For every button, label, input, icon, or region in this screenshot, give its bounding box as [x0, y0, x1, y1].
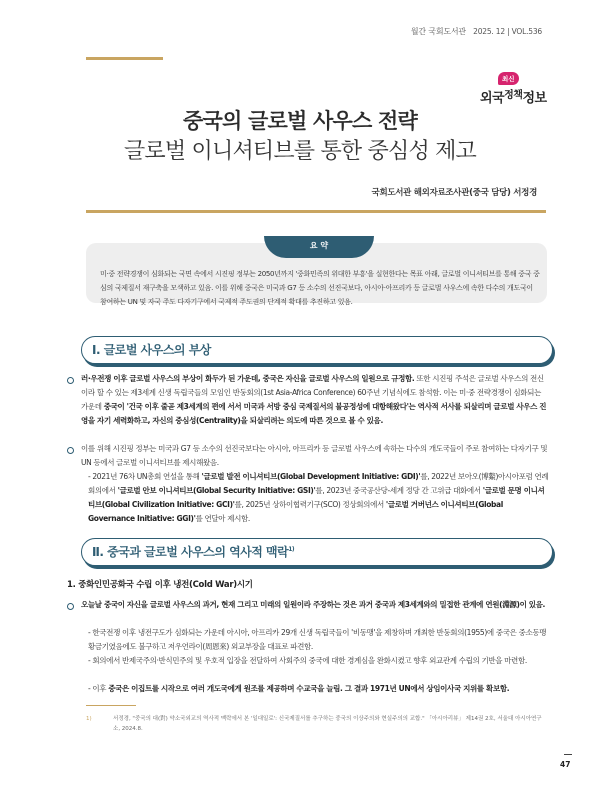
footnote-rule	[86, 705, 136, 706]
summary-text: 미·중 전략경쟁이 심화되는 국면 속에서 시진핑 정부는 2050년까지 '중화민족의 위대한 부흥'을 실현한다는 목표 아래, 글로벌 이니셔티브를 통해 중국 중심의 국제질서 재구축을 모색하고 있음. 이를 위해 중국은 미국과 G7 등 소수의 선진국보다, 아시아·아프리카 등 글로벌 사우스에 속한 다수의 개도국이 참여하는 UN 및 자국 주도 다자기구에서 국제적 주도권의 단계적 확대를 추진하고 있음.	[100, 270, 540, 306]
page-number: 47	[560, 760, 571, 769]
section-2-dash-2: - 회의에서 반제국주의·반식민주의 및 우호적 입장을 전달하여 사회주의 중국에 대한 경계심을 완화시켰고 향후 외교관계 수립의 기반을 마련함.	[88, 656, 527, 665]
subsection-1-heading: 1. 중화인민공화국 수립 이후 냉전(Cold War)시기	[67, 580, 253, 590]
body-text: 를, 2022년 보아오(博鰲)아시아포럼 연례회의에서	[88, 472, 549, 495]
body-text: 를, 2023년 중국공산당-세계 정당 간 고위급 대화에서	[315, 486, 483, 495]
section-1-bullet-1	[81, 372, 549, 428]
section-2-dash-1: - 한국전쟁 이후 냉전구도가 심화되는 가운데 아시아, 아프리카 29개 신생 독립국들이 '비동맹'을 제창하며 개최한 반둥회의(1955)에 중국은 중소동맹 황금기였음에도 불구하고 저우언라이(周恩來) 외교부장을 대표로 파견함.	[88, 628, 547, 651]
body-text: - 2021년 76차 UN총회 연설을 통해	[88, 472, 202, 481]
author-gold-rule	[86, 210, 546, 213]
running-header	[411, 26, 542, 37]
new-badge: 최신	[498, 72, 519, 85]
bold-text: 중국은 이집트를 시작으로 여러 개도국에게 원조를 제공하며 수교국을 늘림. 그 결과 1971년 UN에서 상임이사국 지위를 확보함.	[108, 684, 510, 693]
category-title-part3: 정보	[522, 91, 547, 106]
body-text: 또한 시진핑 주석은 글로벌 사우스의 전신이라 할 수 있는 제3세계 신생 독립국들의 모임인 반둥회의(1st Asia-Africa Conference) 60주년 기념식에도 참석함. 이는 미·중 전략경쟁이 심화되는 가운데	[81, 374, 544, 411]
circle-bullet-icon	[67, 377, 74, 384]
article-subtitle: 글로벌 이니셔티브를 통한 중심성 제고	[123, 139, 476, 164]
body-text: 를, 2025년 상하이협력기구(SCO) 정상회의에서	[234, 500, 386, 509]
footnote-ref[interactable]: 1)	[288, 546, 295, 553]
footnote-text: 서정경, "중국의 대(對) 약소국외교의 역사적 맥락에서 본 '일대일로': 신국제질서를 추구하는 중국의 이상주의와 현실주의의 교합." 「아시아리뷰」 제14권 2호, 서울대 아시아연구소, 2024.8.	[113, 716, 542, 732]
bold-text: 러·우전쟁 이후 글로벌 사우스의 부상이 화두가 된 가운데, 중국은 자신을 글로벌 사우스의 일원으로 규정함.	[81, 374, 415, 383]
article-title: 중국의 글로벌 사우스 전략	[183, 109, 417, 133]
section-2-title	[92, 543, 294, 560]
circle-bullet-icon	[67, 447, 74, 454]
bold-text: '글로벌 안보 이니셔티브(Global Security Initiative: GSI)'	[117, 486, 316, 495]
author-line: 국회도서관 해외자료조사관(중국 담당) 서정경	[371, 188, 537, 198]
issue-info: 2025. 12 | VOL.536	[473, 27, 542, 36]
section-2-heading	[81, 538, 553, 566]
category-title	[480, 86, 547, 106]
section-2-dash-3	[88, 682, 550, 696]
publication-name: 월간 국회도서관	[410, 27, 466, 36]
bold-text: '글로벌 거버넌스 이니셔티브(Global Governance Initiative: GGI)'	[88, 500, 503, 523]
category-badge	[480, 70, 560, 110]
bold-text: 중국이 '건국 이후 줄곧 제3세계의 편에 서서 미국과 서방 중심 국제질서의 불공정성에 대항해왔다'는 역사적 서사를 되살리며 글로벌 사우스 진영을 자기 세력화하고, 자신의 중심성(Centrality)을 되살리려는 의도에 따른 것으로 볼 수 있음.	[81, 402, 547, 425]
bold-text: '글로벌 문명 이니셔티브(Global Civilization Initiative: GCI)'	[88, 486, 545, 509]
section-2-bullet-1: 오늘날 중국이 자신을 글로벌 사우스의 과거, 현재 그리고 미래의 일원이라 주장하는 것은 과거 중국과 제3세계와의 밀접한 관계에 연원(淵源)이 있음.	[81, 600, 546, 609]
bold-text: '글로벌 발전 이니셔티브(Global Development Initiative: GDI)'	[201, 472, 421, 481]
page-number-dash	[564, 754, 572, 755]
section-2-title-text: Ⅱ. 중국과 글로벌 사우스의 역사적 맥락	[92, 545, 289, 559]
body-text: 를 연달아 제시함.	[195, 514, 250, 523]
footnote-number: 1)	[86, 716, 92, 722]
top-gold-rule	[86, 57, 163, 60]
section-1-title: Ⅰ. 글로벌 사우스의 부상	[92, 343, 211, 357]
category-title-part2: 정책	[504, 90, 523, 101]
section-1-dash-1	[88, 470, 550, 526]
circle-bullet-icon	[67, 603, 74, 610]
body-text: - 이후	[88, 684, 109, 693]
category-title-part1: 외국	[480, 91, 505, 106]
section-1-bullet-2: 이를 위해 시진핑 정부는 미국과 G7 등 소수의 선진국보다는 아시아, 아프리카 등 글로벌 사우스에 속하는 다수의 개도국들이 주로 참여하는 다자기구 및 UN 등에서 글로벌 이니셔티브를 제시해왔음.	[81, 444, 548, 467]
section-1-heading	[81, 336, 553, 364]
summary-label: 요 약	[264, 236, 374, 258]
